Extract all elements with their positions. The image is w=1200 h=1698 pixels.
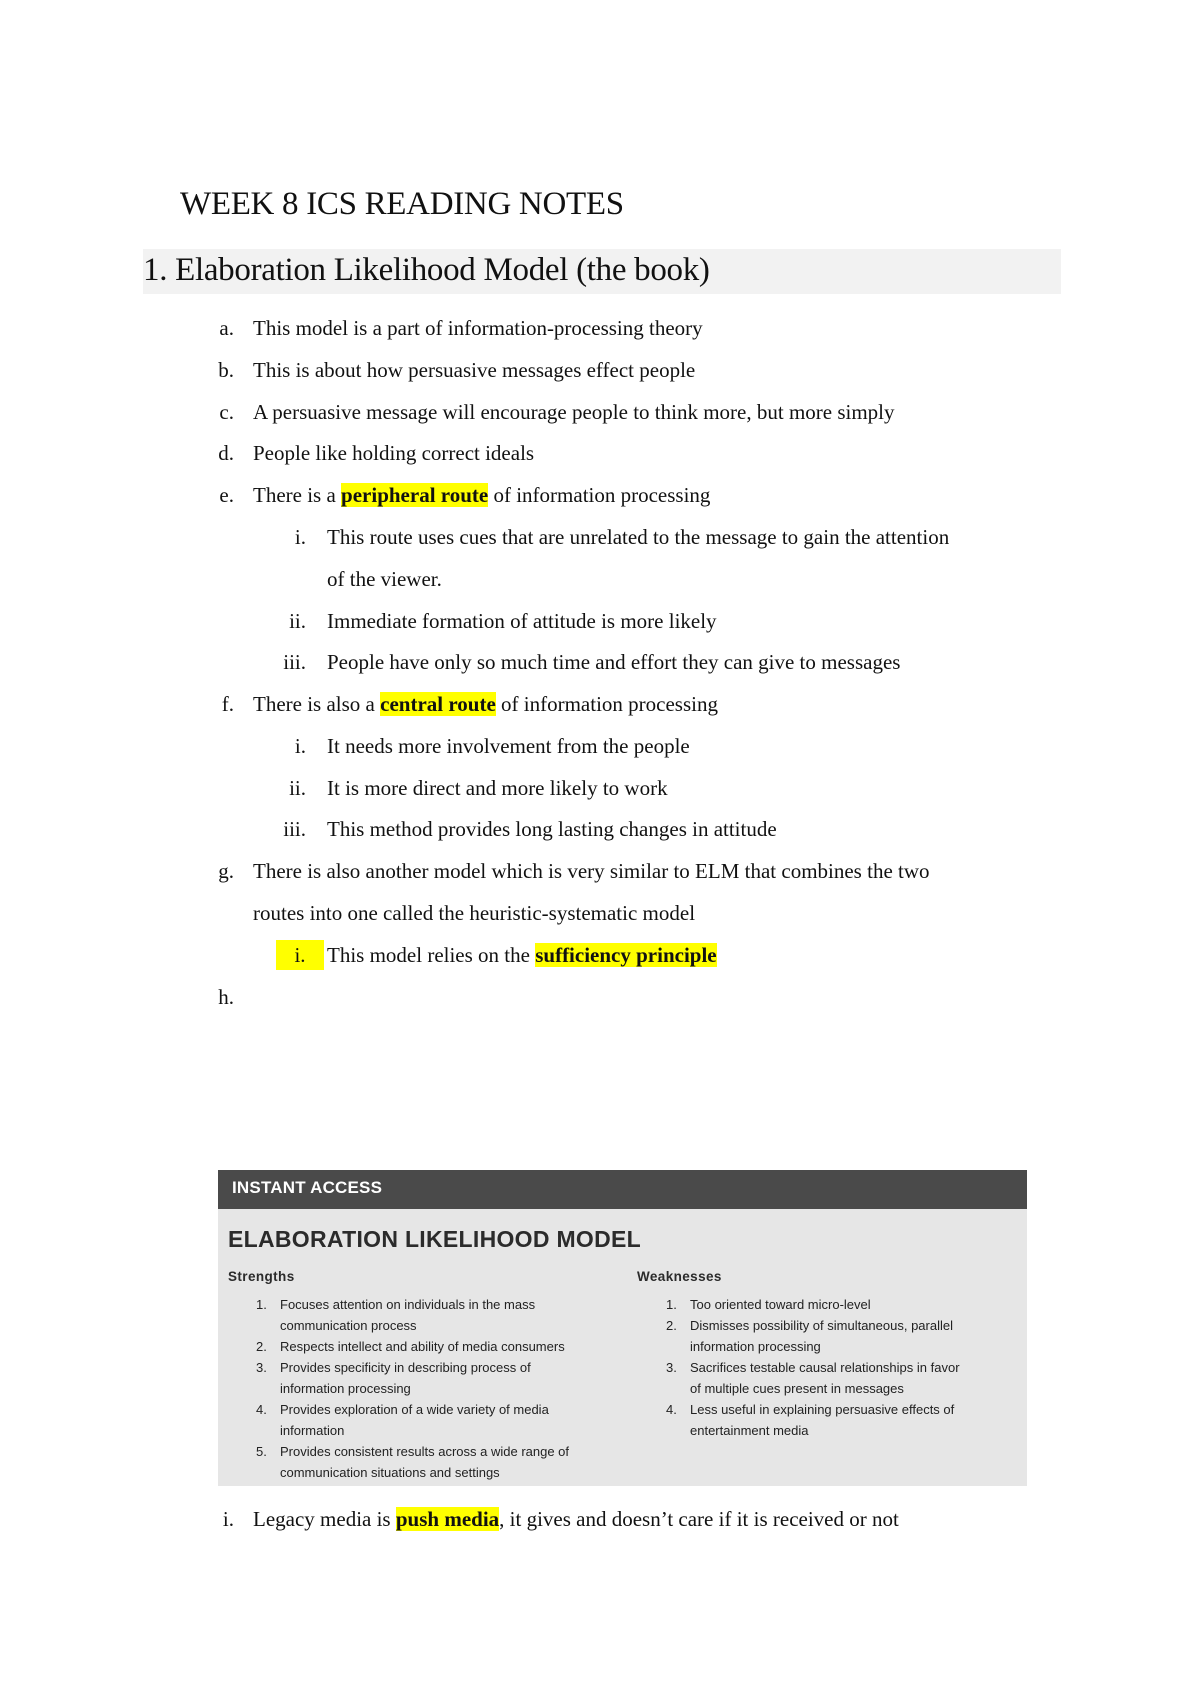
strengths-label: Strengths [228, 1269, 295, 1284]
figure-item-text: Provides consistent results across a wide range of [280, 1444, 570, 1459]
figure-item-text: communication situations and settings [280, 1465, 500, 1480]
text-run: There is also a [253, 692, 381, 716]
list-marker: h. [218, 985, 234, 1009]
figure-item-text: Provides exploration of a wide variety of media [280, 1402, 549, 1417]
text-run: Immediate formation of attitude is more likely [327, 609, 717, 633]
text-run: of information processing [488, 483, 711, 507]
figure-item-number: 4. [256, 1402, 267, 1417]
list-marker: d. [218, 441, 234, 465]
list-item-text [327, 773, 668, 803]
figure-header-bar [218, 1170, 1027, 1209]
figure-item-text: information processing [690, 1339, 821, 1354]
figure-header: INSTANT ACCESS [232, 1178, 383, 1197]
list-item-text [327, 564, 442, 594]
figure-item-number: 5. [256, 1444, 267, 1459]
list-item-text [253, 898, 695, 928]
list-item-text [253, 313, 703, 343]
text-run: This is about how persuasive messages effect people [253, 358, 696, 382]
list-marker: e. [219, 483, 234, 507]
list-item-text [253, 689, 718, 719]
figure-item-text: Too oriented toward micro-level [690, 1297, 871, 1312]
figure-item-number: 3. [666, 1360, 677, 1375]
list-marker: i. [222, 1507, 234, 1531]
list-marker: iii. [283, 650, 306, 674]
figure-item-text: Provides specificity in describing process of [280, 1360, 531, 1375]
list-marker: i. [276, 940, 324, 970]
figure-item-number: 3. [256, 1360, 267, 1375]
list-item-text [327, 814, 777, 844]
instant-access-figure [218, 1170, 1027, 1486]
list-marker: g. [218, 859, 234, 883]
list-item-text [327, 522, 949, 552]
figure-item-text: information [280, 1423, 345, 1438]
figure-item-number: 4. [666, 1402, 677, 1417]
list-marker: ii. [289, 776, 306, 800]
figure-title: ELABORATION LIKELIHOOD MODEL [228, 1226, 642, 1252]
figure-item-number: 1. [256, 1297, 267, 1312]
text-run: People have only so much time and effort they can give to messages [327, 650, 901, 674]
text-run: of information processing [495, 692, 718, 716]
figure-item-number: 2. [256, 1339, 267, 1354]
figure-item-text: Focuses attention on individuals in the mass [280, 1297, 536, 1312]
weaknesses-label: Weaknesses [637, 1269, 722, 1284]
page-title: WEEK 8 ICS READING NOTES [180, 186, 624, 222]
figure-item-text: Respects intellect and ability of media consumers [280, 1339, 565, 1354]
text-run: It needs more involvement from the people [327, 734, 690, 758]
figure-item-text: entertainment media [690, 1423, 809, 1438]
text-run: It is more direct and more likely to work [327, 776, 668, 800]
list-marker: i. [294, 525, 306, 549]
text-run: routes into one called the heuristic-systematic model [253, 901, 696, 925]
figure-item-text: of multiple cues present in messages [690, 1381, 904, 1396]
figure-item-text: Sacrifices testable causal relationships in favor [690, 1360, 960, 1375]
list-item-text [253, 856, 930, 886]
list-marker: a. [219, 316, 234, 340]
list-item-text [253, 1504, 899, 1534]
figure-item-text: Dismisses possibility of simultaneous, parallel [690, 1318, 953, 1333]
list-item-text [327, 731, 690, 761]
text-run: A persuasive message will encourage people to think more, but more simply [253, 400, 895, 424]
highlighted-term: sufficiency principle [535, 943, 717, 967]
list-item-text [253, 355, 695, 385]
list-marker: i. [294, 734, 306, 758]
list-marker: c. [219, 400, 234, 424]
section-heading [143, 249, 1061, 294]
list-item-text [327, 647, 900, 677]
list-item-text [253, 397, 895, 427]
text-run: , it gives and doesn’t care if it is received or not [499, 1507, 899, 1531]
text-run: There is also another model which is very similar to ELM that combines the two [253, 859, 930, 883]
figure-item-text: Less useful in explaining persuasive effects of [690, 1402, 955, 1417]
highlighted-term: peripheral route [341, 483, 489, 507]
list-item-text [327, 940, 717, 970]
text-run: There is a [253, 483, 342, 507]
text-run: This method provides long lasting changes in attitude [327, 817, 777, 841]
text-run: People like holding correct ideals [253, 441, 535, 465]
list-item-text [253, 480, 710, 510]
list-marker: ii. [289, 609, 306, 633]
text-run: This model is a part of information-processing theory [253, 316, 703, 340]
highlighted-term: central route [380, 692, 496, 716]
text-run: Legacy media is [253, 1507, 396, 1531]
list-marker: iii. [283, 817, 306, 841]
text-run: of the viewer. [327, 567, 442, 591]
list-marker: f. [221, 692, 234, 716]
figure-item-number: 2. [666, 1318, 677, 1333]
list-marker: b. [218, 358, 234, 382]
text-run: This model relies on the [327, 943, 536, 967]
figure-item-text: communication process [280, 1318, 417, 1333]
list-item-text [327, 606, 717, 636]
figure-item-number: 1. [666, 1297, 677, 1312]
figure-item-text: information processing [280, 1381, 411, 1396]
section-heading-text: 1. Elaboration Likelihood Model (the book) [143, 252, 710, 288]
text-run: This route uses cues that are unrelated to the message to gain the attention [327, 525, 950, 549]
highlighted-term: push media [395, 1507, 500, 1531]
list-item-text [253, 438, 534, 468]
